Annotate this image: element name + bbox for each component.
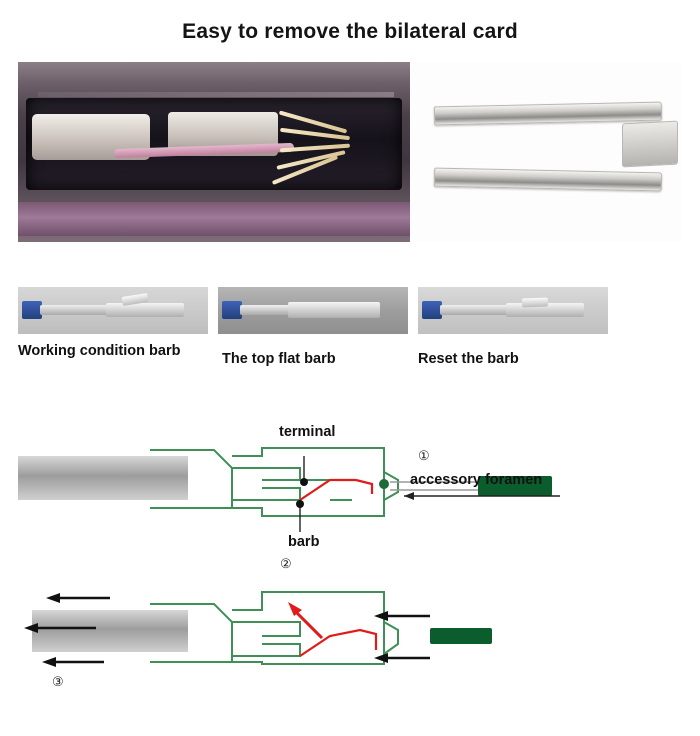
terminal-flat-barb-photo xyxy=(218,287,408,334)
accessory-foramen-dot xyxy=(379,479,389,489)
tool-prong-upper xyxy=(434,102,662,126)
tool-handle xyxy=(430,628,492,644)
terminal-shaft xyxy=(240,305,290,315)
label-step-one: ① xyxy=(418,448,430,463)
barb-pointer-dot xyxy=(296,500,304,508)
wire-insulation xyxy=(22,301,42,319)
purple-housing-band xyxy=(18,202,410,236)
page-title: Easy to remove the bilateral card xyxy=(182,20,518,43)
label-step-two: ② xyxy=(280,556,292,571)
barb-highlight xyxy=(300,480,356,500)
thumbnail-caption-1: Working condition barb xyxy=(18,343,181,359)
terminal-reset-barb-photo xyxy=(418,287,608,334)
extraction-tool-prongs-photo xyxy=(410,62,682,242)
hero-photo xyxy=(18,62,682,242)
terminal-working-condition-photo xyxy=(18,287,208,334)
housing-rail xyxy=(38,92,394,97)
wire-insulation xyxy=(222,301,242,319)
diagram-step-one xyxy=(0,412,700,572)
barb xyxy=(522,298,548,308)
label-barb: barb xyxy=(288,534,320,550)
cable-body xyxy=(18,456,188,500)
label-terminal: terminal xyxy=(279,424,336,440)
label-step-three: ③ xyxy=(52,674,64,689)
wire-insulation xyxy=(422,301,442,319)
terminal-pointer-dot xyxy=(300,478,308,486)
foramen-arrow-head xyxy=(404,492,414,500)
barb-tip-highlight xyxy=(356,480,372,494)
thumbnail-strip xyxy=(18,287,682,334)
terminal-shaft xyxy=(40,305,108,315)
barb-highlight xyxy=(300,630,376,656)
diagram-two-svg xyxy=(0,570,700,710)
terminal-tip xyxy=(106,303,184,317)
connector-housing-cutaway-photo xyxy=(18,62,410,242)
diagram-one-svg xyxy=(0,412,700,572)
tool-handle-junction xyxy=(622,121,678,168)
thumbnail-caption-2: The top flat barb xyxy=(222,351,336,367)
diagram-step-three xyxy=(0,570,700,710)
cable-body xyxy=(32,610,188,652)
tool-prong-lower xyxy=(434,168,662,192)
terminal-shaft xyxy=(440,305,508,315)
label-accessory-foramen: accessory foramen xyxy=(410,472,543,488)
thumbnail-caption-3: Reset the barb xyxy=(418,351,519,367)
terminal-tip xyxy=(288,302,380,318)
